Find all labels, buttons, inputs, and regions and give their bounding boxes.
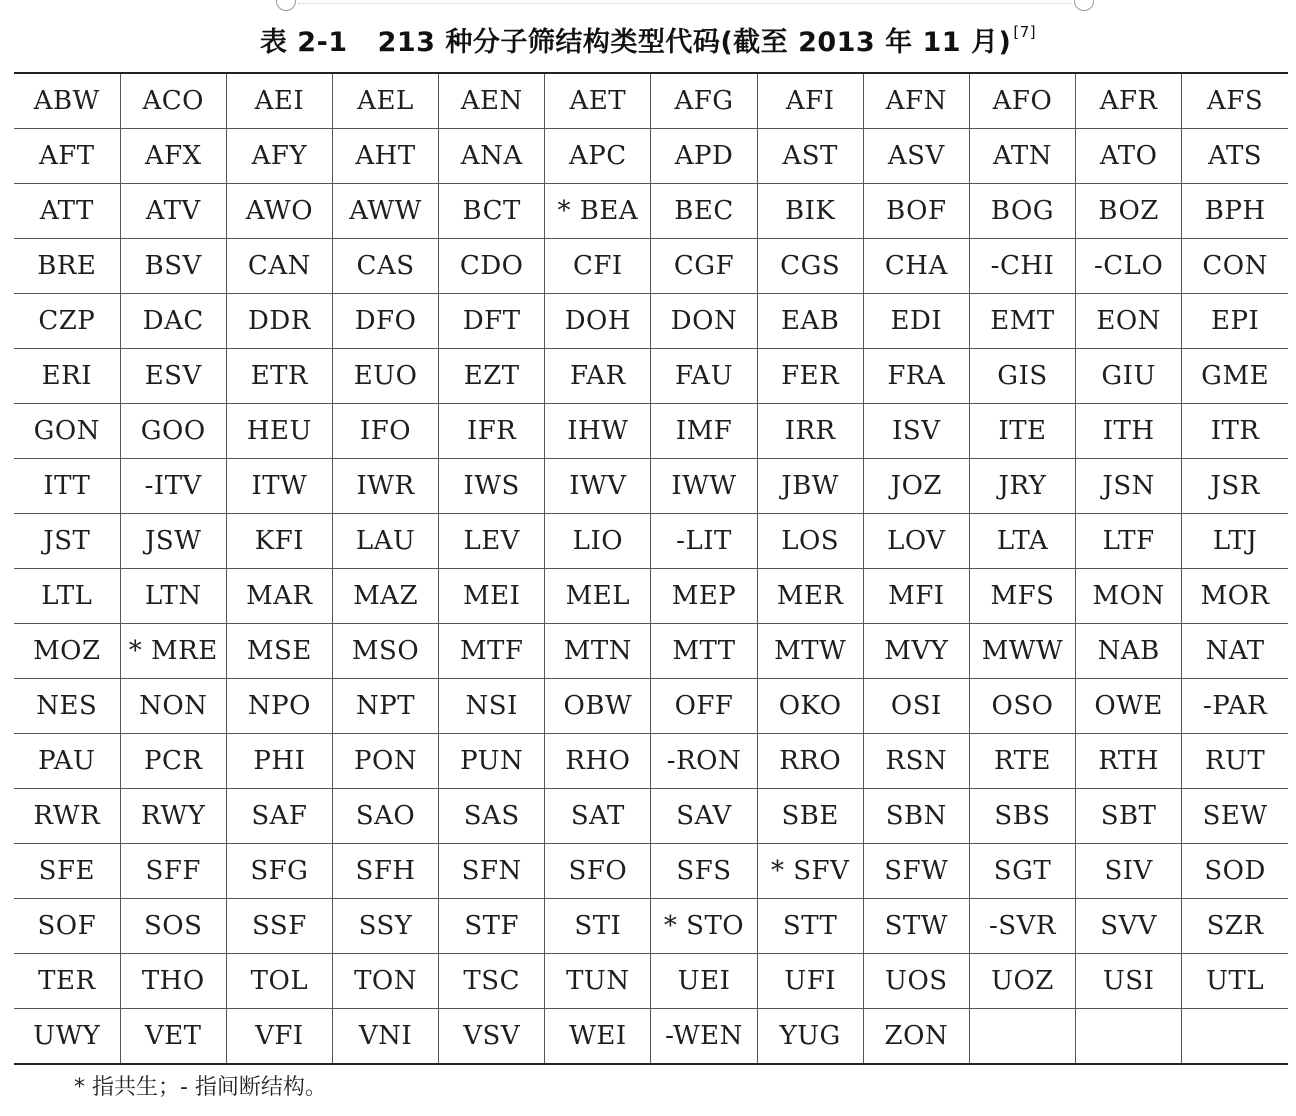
framework-code-cell: LTF (1076, 514, 1182, 569)
framework-code-cell: AEL (332, 73, 438, 129)
framework-code-cell: MOZ (14, 624, 120, 679)
framework-code-cell: EPI (1182, 294, 1288, 349)
framework-code-cell: ABW (14, 73, 120, 129)
framework-code-cell: MTW (757, 624, 863, 679)
framework-code-cell: RTH (1076, 734, 1182, 789)
framework-code-cell: SFH (332, 844, 438, 899)
framework-code-cell: IRR (757, 404, 863, 459)
framework-code-cell: MFI (863, 569, 969, 624)
framework-code-cell: SOF (14, 899, 120, 954)
framework-code-cell: WEI (545, 1009, 651, 1065)
framework-code-cell: ITW (226, 459, 332, 514)
framework-code-cell: VNI (332, 1009, 438, 1065)
framework-code-cell: LTA (969, 514, 1075, 569)
framework-code-cell: SVV (1076, 899, 1182, 954)
table-row (14, 734, 1288, 789)
framework-code-cell: VSV (439, 1009, 545, 1065)
framework-code-cell: ITT (14, 459, 120, 514)
framework-code-cell: DOH (545, 294, 651, 349)
table-row (14, 954, 1288, 1009)
framework-code-cell: OBW (545, 679, 651, 734)
framework-code-cell: MTT (651, 624, 757, 679)
framework-code-cell: AWW (332, 184, 438, 239)
table-row (14, 569, 1288, 624)
framework-code-cell: JSW (120, 514, 226, 569)
framework-code-cell: BPH (1182, 184, 1288, 239)
framework-code-cell: PUN (439, 734, 545, 789)
framework-code-cell: EUO (332, 349, 438, 404)
framework-code-cell: FRA (863, 349, 969, 404)
framework-code-cell: OSO (969, 679, 1075, 734)
framework-code-cell: SFF (120, 844, 226, 899)
framework-code-cell: OKO (757, 679, 863, 734)
framework-code-cell: TOL (226, 954, 332, 1009)
framework-code-cell: MEL (545, 569, 651, 624)
framework-code-cell: TSC (439, 954, 545, 1009)
framework-code-cell: LIO (545, 514, 651, 569)
framework-code-cell: ATN (969, 129, 1075, 184)
framework-code-cell: BOG (969, 184, 1075, 239)
framework-code-cell: MTF (439, 624, 545, 679)
framework-code-cell: LOS (757, 514, 863, 569)
framework-code-cell: OWE (1076, 679, 1182, 734)
framework-code-cell: TUN (545, 954, 651, 1009)
table-row (14, 624, 1288, 679)
framework-code-cell: AEN (439, 73, 545, 129)
framework-code-cell: NPO (226, 679, 332, 734)
framework-code-cell: SBN (863, 789, 969, 844)
framework-code-cell: DFO (332, 294, 438, 349)
framework-code-cell: ITR (1182, 404, 1288, 459)
framework-code-cell: SAV (651, 789, 757, 844)
framework-code-cell: ACO (120, 73, 226, 129)
table-row (14, 239, 1288, 294)
table-row (14, 349, 1288, 404)
framework-code-cell: SIV (1076, 844, 1182, 899)
framework-code-cell: SAS (439, 789, 545, 844)
framework-code-cell: AFO (969, 73, 1075, 129)
table-footnote: * 指共生；- 指间断结构。 (74, 1075, 327, 1100)
framework-code-cell: -WEN (651, 1009, 757, 1065)
framework-code-cell: TER (14, 954, 120, 1009)
framework-code-cell: NSI (439, 679, 545, 734)
framework-code-cell: SEW (1182, 789, 1288, 844)
framework-code-cell: OFF (651, 679, 757, 734)
framework-code-cell: AFN (863, 73, 969, 129)
framework-code-cell: CDO (439, 239, 545, 294)
framework-code-cell: STW (863, 899, 969, 954)
table-row (14, 899, 1288, 954)
framework-code-cell: ETR (226, 349, 332, 404)
framework-code-cell: IWW (651, 459, 757, 514)
framework-code-cell: -LIT (651, 514, 757, 569)
framework-code-cell: MON (1076, 569, 1182, 624)
framework-code-cell: LOV (863, 514, 969, 569)
framework-code-cell: LTN (120, 569, 226, 624)
framework-code-cell: -CHI (969, 239, 1075, 294)
table-row (14, 184, 1288, 239)
framework-code-cell: IWV (545, 459, 651, 514)
framework-code-cell: LEV (439, 514, 545, 569)
framework-code-cell: BIK (757, 184, 863, 239)
table-number: 表 2-1 (259, 27, 348, 58)
framework-code-cell: APD (651, 129, 757, 184)
framework-code-cell: * BEA (545, 184, 651, 239)
framework-code-cell: AFS (1182, 73, 1288, 129)
framework-code-cell: SOS (120, 899, 226, 954)
framework-code-cell: -SVR (969, 899, 1075, 954)
zeolite-code-table (14, 72, 1288, 1065)
framework-code-cell: TON (332, 954, 438, 1009)
framework-code-cell: CGS (757, 239, 863, 294)
page-binding-decoration (276, 0, 1094, 14)
framework-code-cell: KFI (226, 514, 332, 569)
framework-code-cell: * STO (651, 899, 757, 954)
framework-code-cell: SOD (1182, 844, 1288, 899)
framework-code-cell: CON (1182, 239, 1288, 294)
framework-code-cell: SFN (439, 844, 545, 899)
table-row (14, 404, 1288, 459)
framework-code-cell: SBS (969, 789, 1075, 844)
table-row (14, 129, 1288, 184)
framework-code-cell: ERI (14, 349, 120, 404)
framework-code-cell: SFE (14, 844, 120, 899)
table-caption (0, 20, 1296, 59)
framework-code-cell: VFI (226, 1009, 332, 1065)
framework-code-cell: BOF (863, 184, 969, 239)
framework-code-cell: EMT (969, 294, 1075, 349)
framework-code-cell: OSI (863, 679, 969, 734)
framework-code-cell: ATV (120, 184, 226, 239)
framework-code-cell: THO (120, 954, 226, 1009)
framework-code-cell: AFY (226, 129, 332, 184)
framework-code-cell: CAN (226, 239, 332, 294)
framework-code-cell: ANA (439, 129, 545, 184)
framework-code-cell: ISV (863, 404, 969, 459)
framework-code-cell: UTL (1182, 954, 1288, 1009)
framework-code-cell: SFS (651, 844, 757, 899)
framework-code-cell: * SFV (757, 844, 863, 899)
framework-code-cell: CGF (651, 239, 757, 294)
framework-code-cell: LTL (14, 569, 120, 624)
framework-code-cell: AET (545, 73, 651, 129)
framework-code-cell: GIS (969, 349, 1075, 404)
framework-code-cell: YUG (757, 1009, 863, 1065)
framework-code-cell: IFO (332, 404, 438, 459)
framework-code-cell: SBE (757, 789, 863, 844)
framework-code-cell: JRY (969, 459, 1075, 514)
framework-code-cell: AFR (1076, 73, 1182, 129)
framework-code-cell: MSE (226, 624, 332, 679)
table-row (14, 294, 1288, 349)
framework-code-cell: PON (332, 734, 438, 789)
framework-code-cell: UEI (651, 954, 757, 1009)
framework-code-cell: ASV (863, 129, 969, 184)
framework-code-cell: MTN (545, 624, 651, 679)
framework-code-cell: RRO (757, 734, 863, 789)
framework-code-cell: MAZ (332, 569, 438, 624)
binding-dotted-line (298, 3, 1072, 4)
framework-code-cell: JOZ (863, 459, 969, 514)
framework-code-cell: RWY (120, 789, 226, 844)
framework-code-cell: SZR (1182, 899, 1288, 954)
framework-code-cell: SGT (969, 844, 1075, 899)
framework-code-cell: ATT (14, 184, 120, 239)
framework-code-cell: -CLO (1076, 239, 1182, 294)
framework-code-cell: MOR (1182, 569, 1288, 624)
framework-code-cell: NES (14, 679, 120, 734)
framework-code-cell: MEI (439, 569, 545, 624)
framework-code-cell (969, 1009, 1075, 1065)
framework-code-cell: NPT (332, 679, 438, 734)
framework-code-cell: MEP (651, 569, 757, 624)
table-row (14, 459, 1288, 514)
framework-code-cell: GON (14, 404, 120, 459)
framework-code-cell: ZON (863, 1009, 969, 1065)
table-row (14, 73, 1288, 129)
framework-code-cell: RWR (14, 789, 120, 844)
framework-code-cell: ATO (1076, 129, 1182, 184)
framework-code-cell: RHO (545, 734, 651, 789)
framework-code-cell: -RON (651, 734, 757, 789)
framework-code-cell: BRE (14, 239, 120, 294)
framework-code-cell: SAF (226, 789, 332, 844)
framework-code-cell: DDR (226, 294, 332, 349)
framework-code-cell: FAR (545, 349, 651, 404)
framework-code-cell: JSN (1076, 459, 1182, 514)
framework-code-cell: NAB (1076, 624, 1182, 679)
framework-code-cell: EON (1076, 294, 1182, 349)
framework-code-cell: IFR (439, 404, 545, 459)
framework-code-cell: AFG (651, 73, 757, 129)
framework-code-cell: AWO (226, 184, 332, 239)
framework-code-cell: MWW (969, 624, 1075, 679)
framework-code-cell: * MRE (120, 624, 226, 679)
framework-code-cell: SFO (545, 844, 651, 899)
framework-code-cell: DAC (120, 294, 226, 349)
framework-code-cell: DFT (439, 294, 545, 349)
framework-code-cell: AHT (332, 129, 438, 184)
framework-code-cell: AST (757, 129, 863, 184)
framework-code-cell: AEI (226, 73, 332, 129)
framework-code-cell: AFT (14, 129, 120, 184)
framework-code-cell: RUT (1182, 734, 1288, 789)
framework-code-cell: SSY (332, 899, 438, 954)
framework-code-cell: IWS (439, 459, 545, 514)
framework-code-cell: JSR (1182, 459, 1288, 514)
framework-code-cell: CAS (332, 239, 438, 294)
framework-code-cell: BCT (439, 184, 545, 239)
framework-code-cell: MSO (332, 624, 438, 679)
framework-code-cell: GIU (1076, 349, 1182, 404)
table-row (14, 679, 1288, 734)
framework-code-cell: MER (757, 569, 863, 624)
framework-code-cell: EZT (439, 349, 545, 404)
framework-code-cell: PAU (14, 734, 120, 789)
table-row (14, 789, 1288, 844)
framework-code-cell: JBW (757, 459, 863, 514)
framework-code-cell: STT (757, 899, 863, 954)
framework-code-cell: VET (120, 1009, 226, 1065)
framework-code-cell: MVY (863, 624, 969, 679)
binding-hole-left (276, 0, 296, 11)
framework-code-cell: APC (545, 129, 651, 184)
framework-code-cell: BEC (651, 184, 757, 239)
framework-code-cell: ITH (1076, 404, 1182, 459)
framework-code-cell: IWR (332, 459, 438, 514)
table-row (14, 1009, 1288, 1065)
framework-code-cell: -PAR (1182, 679, 1288, 734)
framework-code-cell: UWY (14, 1009, 120, 1065)
framework-code-cell: MAR (226, 569, 332, 624)
framework-code-cell: IMF (651, 404, 757, 459)
framework-code-cell: PHI (226, 734, 332, 789)
framework-code-cell: LTJ (1182, 514, 1288, 569)
table-row (14, 514, 1288, 569)
framework-code-cell: PCR (120, 734, 226, 789)
framework-code-cell: CZP (14, 294, 120, 349)
framework-code-cell: SSF (226, 899, 332, 954)
framework-code-cell: JST (14, 514, 120, 569)
framework-code-cell: BSV (120, 239, 226, 294)
table-title: 213 种分子筛结构类型代码(截至 2013 年 11 月) (377, 27, 1012, 58)
framework-code-cell: CFI (545, 239, 651, 294)
framework-code-cell: STF (439, 899, 545, 954)
framework-code-cell: UFI (757, 954, 863, 1009)
framework-code-cell: USI (1076, 954, 1182, 1009)
framework-code-cell: NON (120, 679, 226, 734)
framework-code-cell: NAT (1182, 624, 1288, 679)
framework-code-cell: SFG (226, 844, 332, 899)
framework-code-cell: ITE (969, 404, 1075, 459)
framework-code-cell: IHW (545, 404, 651, 459)
zeolite-code-table-body (14, 73, 1288, 1064)
framework-code-cell: EAB (757, 294, 863, 349)
framework-code-cell: MFS (969, 569, 1075, 624)
framework-code-cell: SFW (863, 844, 969, 899)
framework-code-cell: GOO (120, 404, 226, 459)
framework-code-cell (1182, 1009, 1288, 1065)
framework-code-cell: BOZ (1076, 184, 1182, 239)
framework-code-cell: UOZ (969, 954, 1075, 1009)
framework-code-cell: GME (1182, 349, 1288, 404)
reference-mark: [7] (1013, 23, 1037, 41)
framework-code-cell: FER (757, 349, 863, 404)
framework-code-cell: SAT (545, 789, 651, 844)
table-row (14, 844, 1288, 899)
framework-code-cell: STI (545, 899, 651, 954)
framework-code-cell: RTE (969, 734, 1075, 789)
binding-hole-right (1074, 0, 1094, 11)
framework-code-cell: DON (651, 294, 757, 349)
framework-code-cell: ATS (1182, 129, 1288, 184)
framework-code-cell: RSN (863, 734, 969, 789)
framework-code-cell: HEU (226, 404, 332, 459)
framework-code-cell: SAO (332, 789, 438, 844)
framework-code-cell: AFI (757, 73, 863, 129)
framework-code-cell: FAU (651, 349, 757, 404)
framework-code-cell (1076, 1009, 1182, 1065)
framework-code-cell: UOS (863, 954, 969, 1009)
framework-code-cell: SBT (1076, 789, 1182, 844)
framework-code-cell: -ITV (120, 459, 226, 514)
framework-code-cell: AFX (120, 129, 226, 184)
framework-code-cell: LAU (332, 514, 438, 569)
framework-code-cell: CHA (863, 239, 969, 294)
framework-code-cell: ESV (120, 349, 226, 404)
framework-code-cell: EDI (863, 294, 969, 349)
